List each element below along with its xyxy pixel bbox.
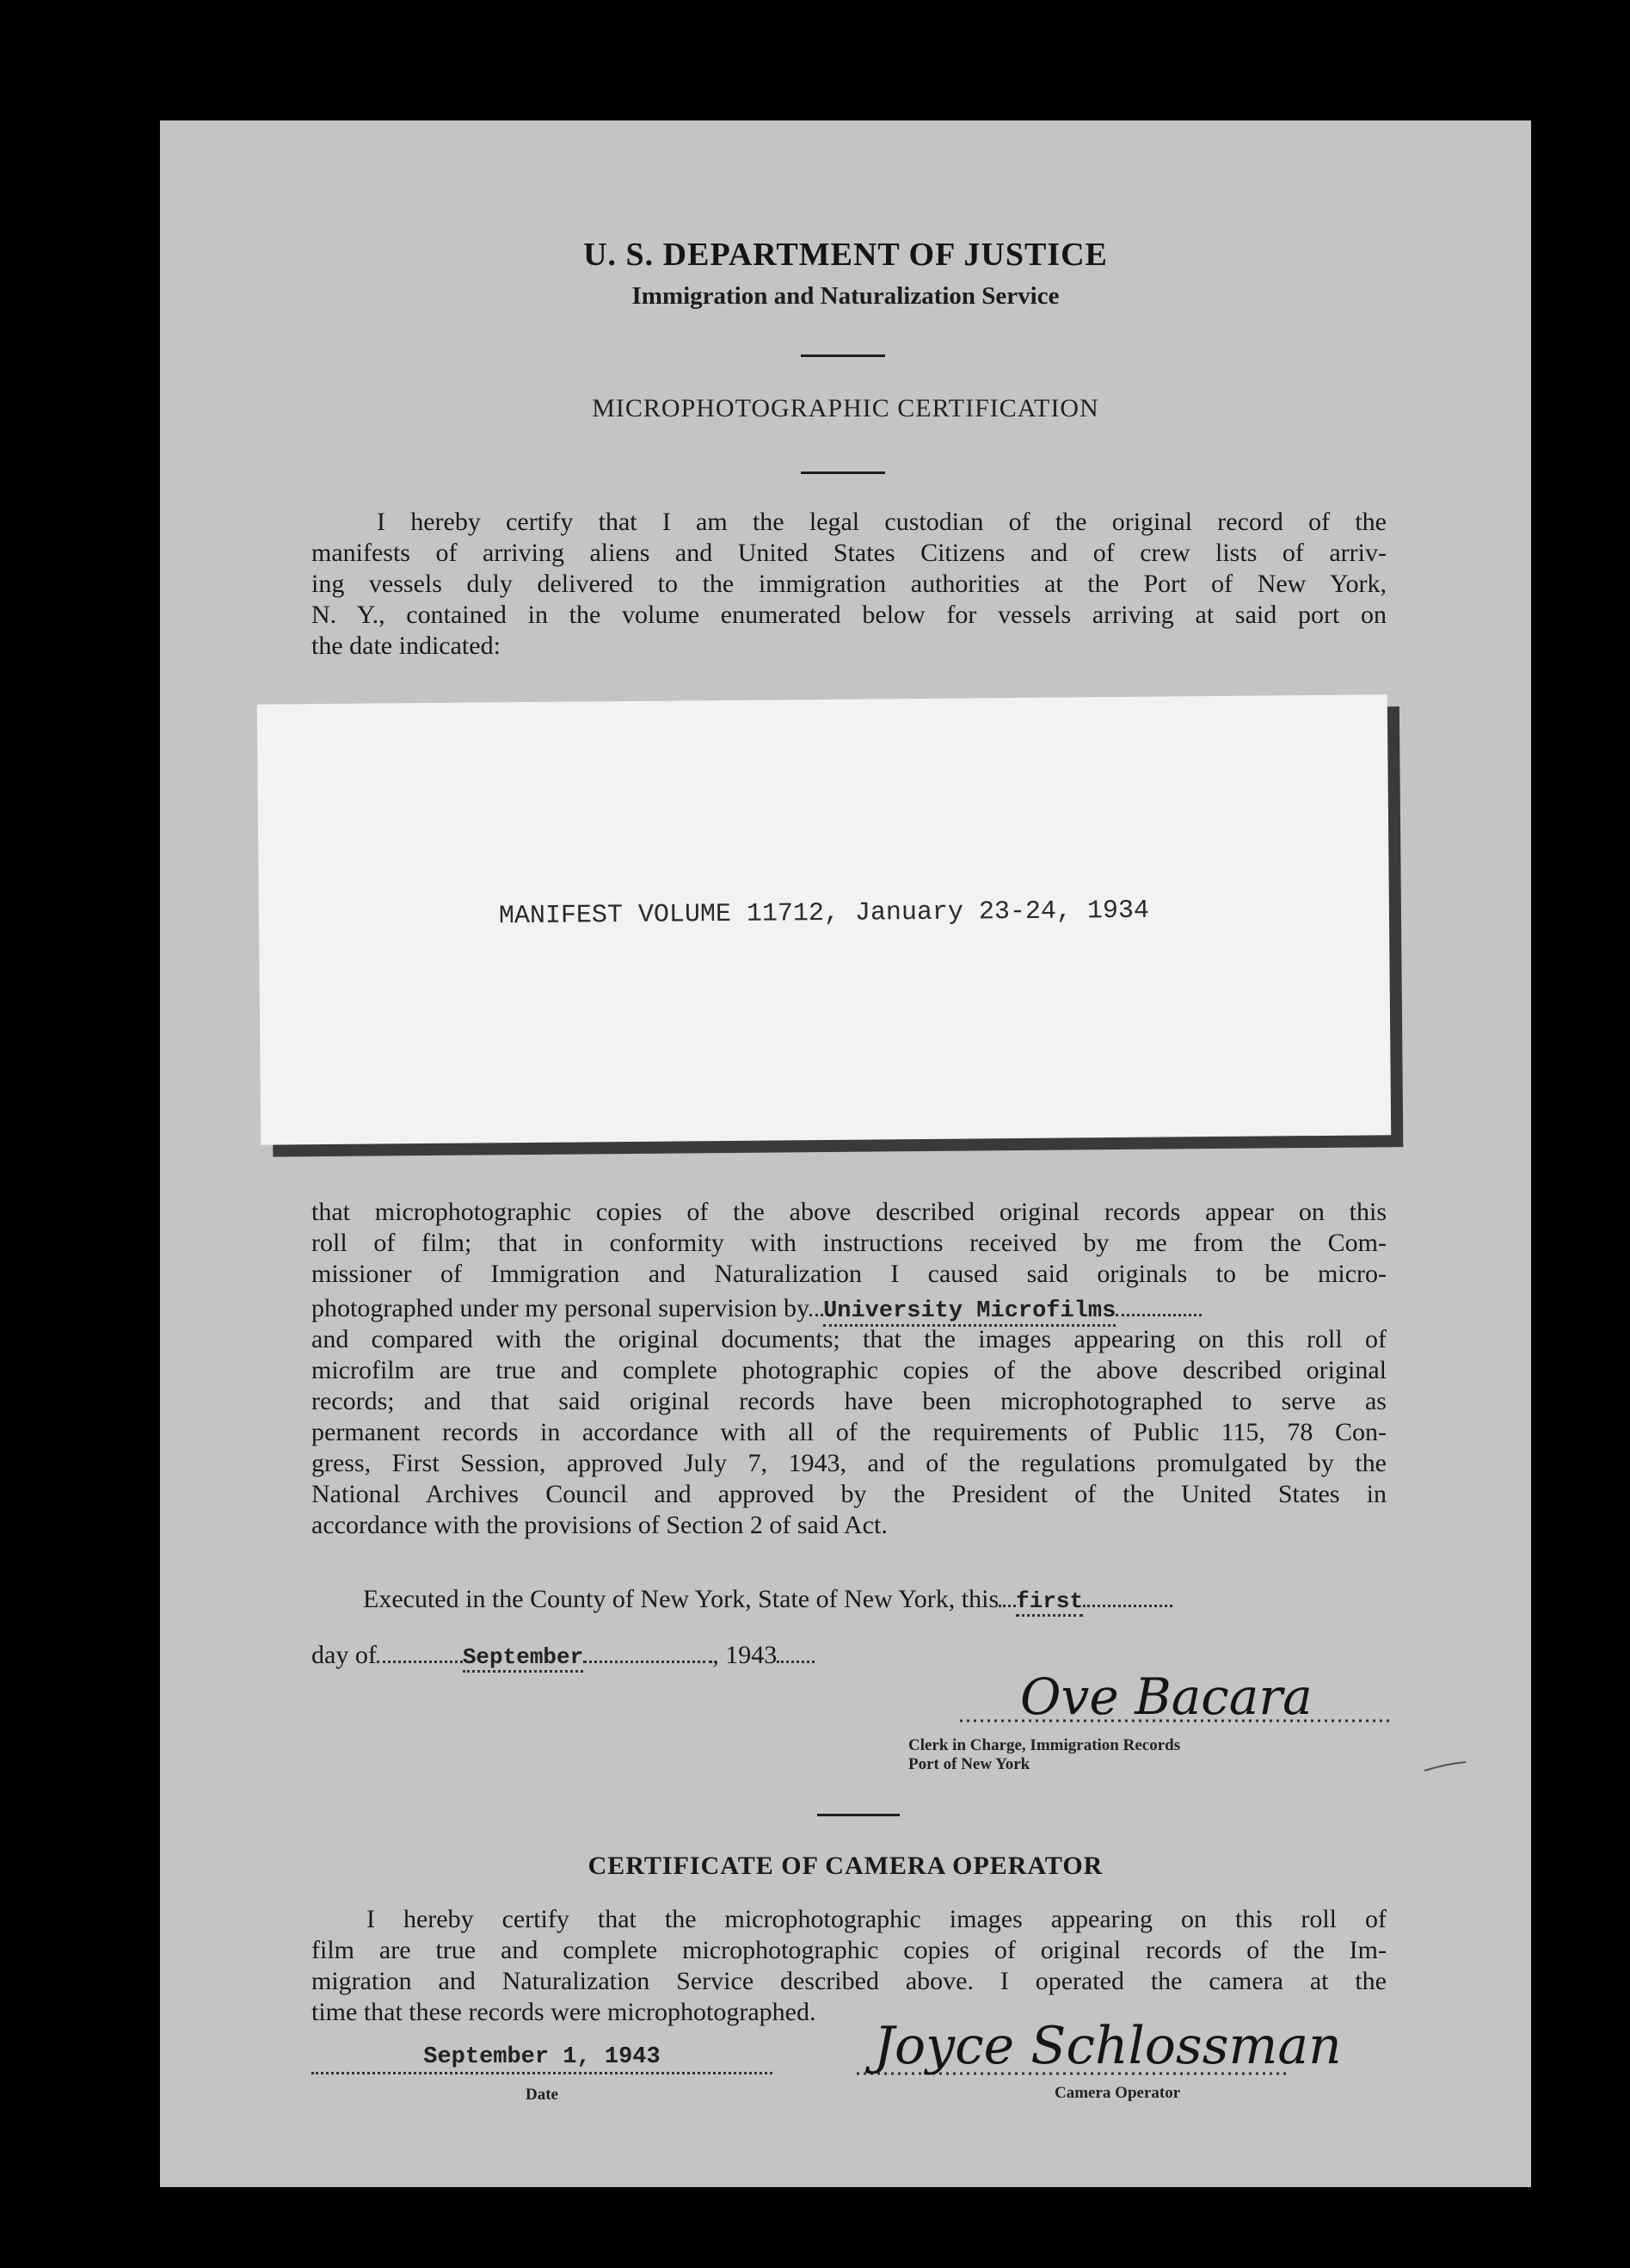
service-subheading: Immigration and Naturalization Service	[631, 282, 1060, 310]
intro-paragraph	[311, 506, 1387, 661]
date-label: Date	[526, 2086, 558, 2104]
text-line: the date indicated:	[311, 632, 501, 660]
manifest-volume-card	[257, 694, 1391, 1144]
text-line: I hereby certify that the microphotographic images appearing on this roll of	[366, 1905, 1387, 1933]
text-line: microfilm are true and complete photographic copies of the above described original	[311, 1356, 1387, 1384]
manifest-volume-text: MANIFEST VOLUME 11712, January 23-24, 1934	[498, 896, 1150, 932]
camera-date: September 1, 1943	[311, 2044, 772, 2074]
text-line: migration and Naturalization Service described above. I operated the camera at the	[311, 1967, 1387, 1995]
camera-operator-label: Camera Operator	[1055, 2084, 1181, 2102]
department-heading: U. S. DEPARTMENT OF JUSTICE	[583, 237, 1108, 273]
text-line: roll of film; that in conformity with instructions received by me from the Com-	[311, 1229, 1387, 1257]
certification-paragraph	[311, 1196, 1387, 1540]
text-line: National Archives Council and approved by the President of the United States in	[311, 1480, 1387, 1508]
camera-certificate-title: CERTIFICATE OF CAMERA OPERATOR	[587, 1852, 1104, 1880]
text-line: I hereby certify that I am the legal custodian of the original record of the	[377, 508, 1387, 536]
pen-mark	[1424, 1762, 1466, 1771]
divider	[801, 354, 885, 357]
photographer-name: University Microfilms	[823, 1298, 1116, 1327]
execution-day: first	[1016, 1588, 1083, 1617]
text-line: time that these records were microphotographed.	[311, 1998, 816, 2026]
execution-line: Executed in the County of New York, State of New York, this first	[311, 1583, 1387, 1618]
text-line: permanent records in accordance with all of the requirements of Public 115, 78 Con-	[311, 1418, 1387, 1446]
text-line: manifests of arriving aliens and United States Citizens and of crew lists of arriv-	[311, 539, 1387, 567]
certificate-sheet	[160, 120, 1531, 2187]
divider	[817, 1814, 900, 1816]
text-line: film are true and complete microphotographic copies of original records of the Im-	[311, 1936, 1387, 1964]
text-line: and compared with the original documents; that the images appearing on this roll of	[311, 1325, 1387, 1353]
text-line: gress, First Session, approved July 7, 1943, and of the regulations promulgated by the	[311, 1449, 1387, 1477]
execution-month: September	[463, 1644, 583, 1673]
signature-script: Ove Bacara	[1020, 1667, 1313, 1726]
text-line: accordance with the provisions of Section 2 of said Act.	[311, 1511, 888, 1539]
execution-date-line: day of September , 1943	[311, 1639, 1387, 1674]
divider	[801, 471, 885, 474]
text-line: records; and that said original records have been microphotographed to serve as	[311, 1387, 1387, 1415]
text-line: photographed under my personal supervision by University Microfilms	[311, 1292, 1387, 1323]
text-line: N. Y., contained in the volume enumerated below for vessels arriving at said port on	[311, 601, 1387, 629]
clerk-signature	[960, 1661, 1545, 1807]
certification-title: MICROPHOTOGRAPHIC CERTIFICATION	[592, 394, 1099, 422]
text-line: that microphotographic copies of the above described original records appear on this	[311, 1198, 1387, 1226]
clerk-title: Clerk in Charge, Immigration Records Port of New York	[908, 1736, 1181, 1773]
signature-script: Joyce Schlossman	[874, 2016, 1342, 2076]
text-line: missioner of Immigration and Naturalization I caused said originals to be micro-	[311, 1260, 1387, 1288]
text-line: ing vessels duly delivered to the immigration authorities at the Port of New York,	[311, 570, 1387, 598]
